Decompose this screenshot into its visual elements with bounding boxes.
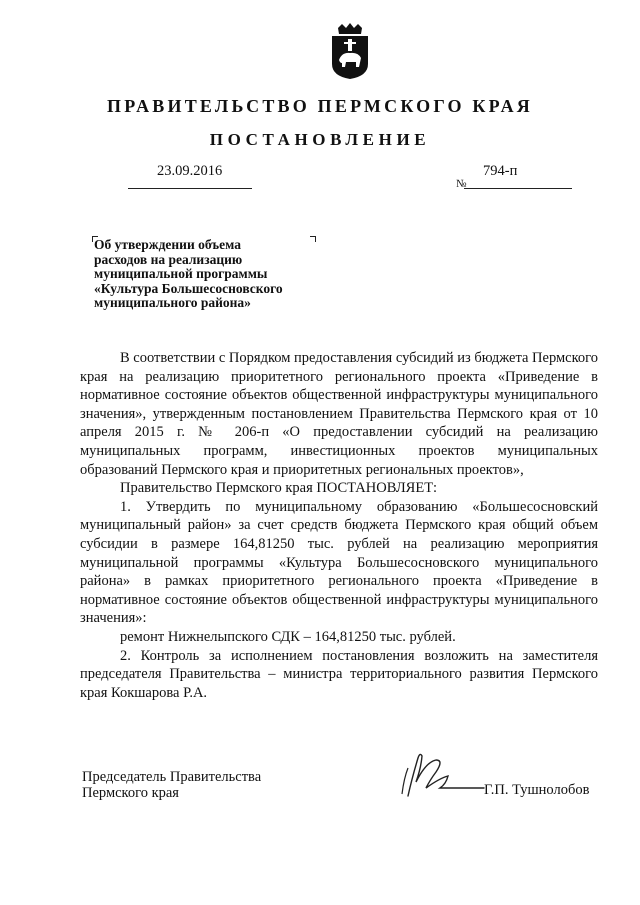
document-date: 23.09.2016 xyxy=(157,163,223,179)
repair-item-paragraph: ремонт Нижнелыпского СДК – 164,81250 тыс. рублей. xyxy=(120,628,456,645)
signatory-title-line: Пермского края xyxy=(82,785,179,801)
perm-krai-coat-of-arms-icon xyxy=(328,22,372,80)
subject-line: расходов на реализацию xyxy=(94,251,243,267)
signatory-name: Г.П. Тушнолобов xyxy=(484,782,590,798)
preamble-paragraph: В соответствии с Порядком предоставления субсидий из бюджета Пермского края на реализацию приоритетного регионального проекта «Приведение в нормативное состояние объектов общественной инфраструктуры муниципального значения», утвержденным постановлением Правительства Пермского края от 10 апреля 2015 г. № 206-п «О предоставлении субсидий на реализацию муниципальных программ, инвестиционных проектов муниципальных образований Пермского края и приоритетных региональных проектов», xyxy=(80,350,598,478)
number-underline xyxy=(464,188,572,189)
handwritten-signature xyxy=(396,748,486,800)
government-title: ПРАВИТЕЛЬСТВО ПЕРМСКОГО КРАЯ xyxy=(107,96,533,116)
signatory-title-line: Председатель Правительства xyxy=(82,769,262,785)
document-subject xyxy=(94,238,324,311)
resolution-paragraph: Правительство Пермского края ПОСТАНОВЛЯЕТ: xyxy=(120,480,438,497)
subject-line: муниципальной программы xyxy=(94,266,268,281)
subject-line: муниципального района» xyxy=(94,295,251,310)
date-underline xyxy=(128,188,252,189)
document-number: 794-п xyxy=(483,163,518,179)
subject-line: Об утверждении объема xyxy=(94,237,241,252)
clause-1-paragraph: 1. Утвердить по муниципальному образованию «Большесосновский муниципальный район» за счет средств бюджета Пермского края общий объем субсидии в размере 164,81250 тыс. рублей на реализацию мероприятия муниципальной программы «Культура Большесосновского муниципального района» в рамках приоритетного регионального проекта «Приведение в нормативное состояние объектов общественной инфраструктуры муниципального значения»: xyxy=(80,498,598,627)
clause-2-paragraph: 2. Контроль за исполнением постановления возложить на заместителя председателя Правительства – министра территориального развития Пермского края Кокшарова Р.А. xyxy=(80,647,598,701)
document-body xyxy=(80,349,598,702)
signatory-title xyxy=(82,769,261,801)
number-sign: № xyxy=(456,178,467,190)
subject-line: «Культура Большесосновского xyxy=(94,280,283,296)
document-type: ПОСТАНОВЛЕНИЕ xyxy=(209,130,431,149)
